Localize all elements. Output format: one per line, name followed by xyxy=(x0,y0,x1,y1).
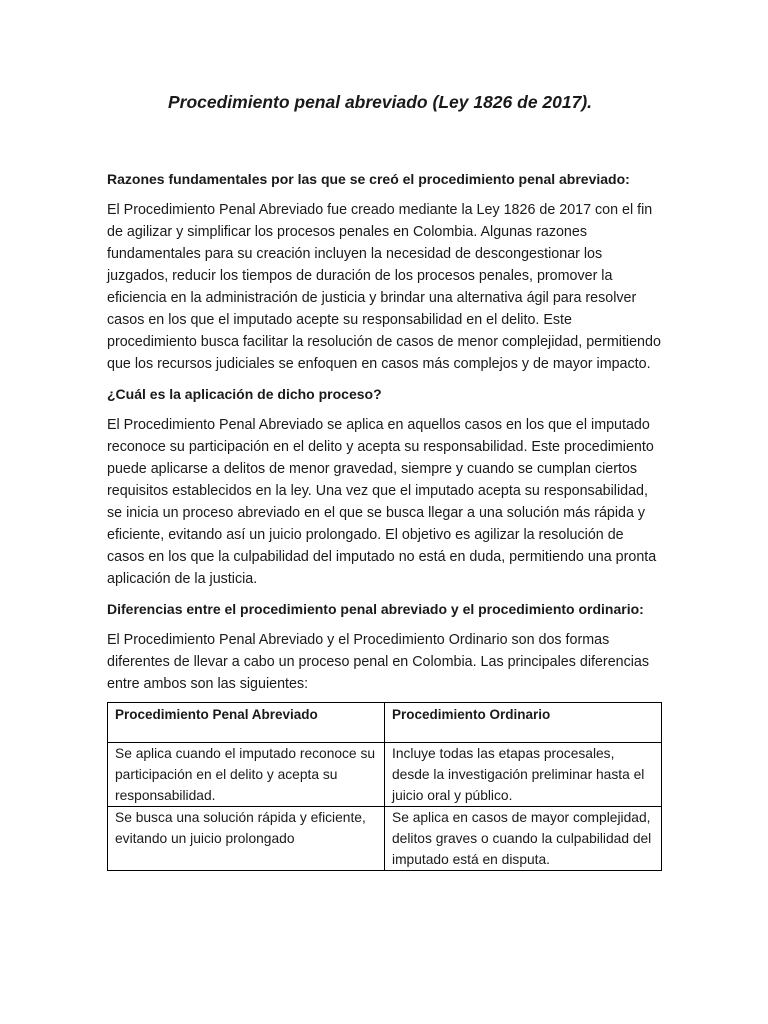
section-heading-differences: Diferencias entre el procedimiento penal abreviado y el procedimiento ordinario: xyxy=(107,601,644,617)
section-heading-reasons: Razones fundamentales por las que se creó el procedimiento penal abreviado: xyxy=(107,171,630,187)
table-header-cell: Procedimiento Ordinario xyxy=(385,703,662,743)
table-row xyxy=(108,807,662,871)
table-row xyxy=(108,743,662,807)
table-cell: Se aplica en casos de mayor complejidad, delitos graves o cuando la culpabilidad del imputado está en disputa. xyxy=(385,807,662,871)
paragraph-differences: El Procedimiento Penal Abreviado y el Procedimiento Ordinario son dos formas diferentes de llevar a cabo un proceso penal en Colombia. Las principales diferencias entre ambos son las siguientes: xyxy=(107,632,650,692)
paragraph-application: El Procedimiento Penal Abreviado se aplica en aquellos casos en los que el imputado reconoce su participación en el delito y acepta su responsabilidad. Este procedimiento puede aplicarse a delitos de menor gravedad, siempre y cuando se cumplan ciertos requisitos establecidos en la ley. Una vez que el imputado acepta su responsabilidad, se inicia un proceso abreviado en el que se busca llegar a una solución más rápida y eficiente, evitando así un juicio prolongado. El objetivo es agilizar la resolución de casos en los que la culpabilidad del imputado no está en duda, permitiendo una pronta aplicación de la justicia. xyxy=(107,417,657,587)
differences-table xyxy=(107,702,662,871)
paragraph-reasons: El Procedimiento Penal Abreviado fue creado mediante la Ley 1826 de 2017 con el fin de agilizar y simplificar los procesos penales en Colombia. Algunas razones fundamentales para su creación incluyen la necesidad de descongestionar los juzgados, reducir los tiempos de duración de los procesos penales, promover la eficiencia en la administración de justicia y brindar una alternativa ágil para resolver casos en los que el imputado acepte su responsabilidad en el delito. Este procedimiento busca facilitar la resolución de casos de menor complejidad, permitiendo que los recursos judiciales se enfoquen en casos más complejos y de mayor impacto. xyxy=(107,202,661,372)
table-cell: Incluye todas las etapas procesales, desde la investigación preliminar hasta el juicio oral y público. xyxy=(385,743,662,807)
table-header-cell: Procedimiento Penal Abreviado xyxy=(108,703,385,743)
table-cell: Se aplica cuando el imputado reconoce su participación en el delito y acepta su responsabilidad. xyxy=(108,743,385,807)
table-cell: Se busca una solución rápida y eficiente, evitando un juicio prolongado xyxy=(108,807,385,871)
document-body xyxy=(107,168,663,871)
table-header-row xyxy=(108,703,662,743)
section-heading-application: ¿Cuál es la aplicación de dicho proceso? xyxy=(107,386,382,402)
document-title: Procedimiento penal abreviado (Ley 1826 de 2017). xyxy=(167,92,593,112)
